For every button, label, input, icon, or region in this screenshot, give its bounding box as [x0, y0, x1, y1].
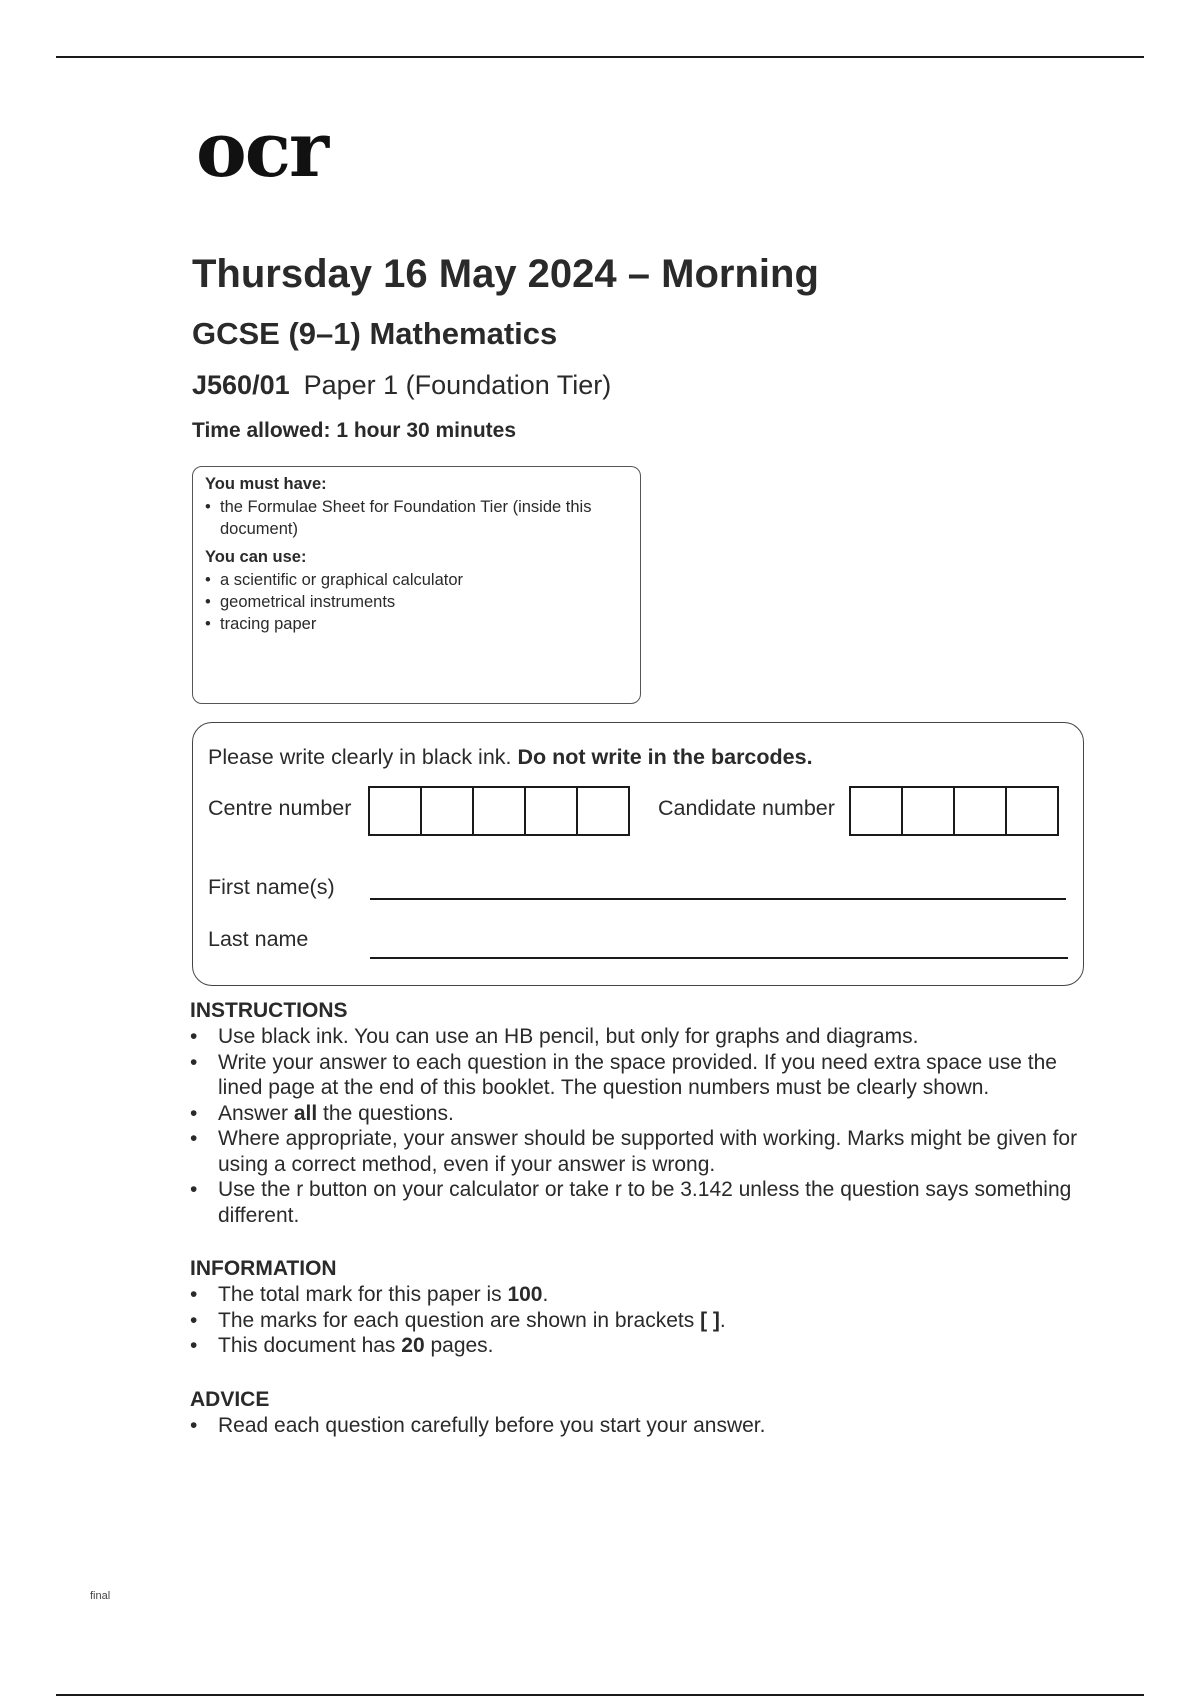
centre-number-cell[interactable]: [368, 786, 422, 836]
instruction-item-text: Answer: [218, 1101, 294, 1125]
information-item-text: 20: [401, 1334, 425, 1357]
information-item: [190, 1333, 1090, 1359]
instructions-heading: INSTRUCTIONS: [190, 999, 348, 1022]
centre-number-cell[interactable]: [576, 786, 630, 836]
instruction-item-text: all: [293, 1101, 318, 1125]
ink-note: [208, 745, 813, 770]
first-name-label: First name(s): [208, 875, 335, 899]
advice-heading: ADVICE: [190, 1388, 270, 1411]
advice-section: [190, 1387, 1090, 1439]
footer-note: final: [90, 1590, 111, 1602]
information-section: [190, 1256, 1090, 1359]
instruction-item-text: Use black ink. You can use an HB pencil, but only for graphs and diagrams.: [218, 1025, 919, 1048]
instruction-item: [190, 1101, 1090, 1127]
can-use-heading: You can use:: [205, 548, 307, 566]
instruction-item-text: Where appropriate, your answer should be supported with working. Marks might be given for using a correct method, even if your answer is wrong.: [218, 1127, 1078, 1176]
ocr-logo: ocr: [196, 105, 328, 194]
last-name-line[interactable]: [370, 957, 1068, 959]
first-name-line[interactable]: [370, 898, 1066, 900]
instructions-section: [190, 998, 1090, 1228]
instruction-item: [190, 1024, 1090, 1050]
instruction-item-text: the questions.: [317, 1101, 454, 1125]
subject-heading: GCSE (9–1) Mathematics: [192, 316, 558, 351]
information-item-text: .: [542, 1283, 549, 1306]
can-use-item: • a scientific or graphical calculator: [205, 569, 628, 591]
information-item-text: 100: [507, 1283, 543, 1306]
candidate-number-cell[interactable]: [953, 786, 1007, 836]
centre-number-label: Centre number: [208, 796, 352, 820]
information-item-text: The total mark for this paper is: [218, 1283, 508, 1306]
instruction-item: [190, 1050, 1090, 1101]
candidate-number-cell[interactable]: [901, 786, 955, 836]
barcode-warning: Do not write in the barcodes.: [517, 745, 813, 769]
instruction-item: [190, 1177, 1090, 1228]
information-heading: INFORMATION: [190, 1257, 337, 1280]
centre-number-cell[interactable]: [420, 786, 474, 836]
equipment-box: [192, 466, 641, 704]
candidate-number-boxes[interactable]: [849, 786, 1059, 836]
advice-item: [190, 1413, 1090, 1439]
can-use-item: • geometrical instruments: [205, 591, 628, 613]
ink-note-text: Please write clearly in black ink.: [208, 745, 518, 769]
centre-number-boxes[interactable]: [368, 786, 630, 836]
information-item-text: [ ]: [700, 1308, 720, 1332]
information-item: [190, 1308, 1090, 1334]
information-item-text: pages.: [424, 1334, 494, 1357]
can-use-list: [205, 569, 628, 635]
instructions-list: [190, 1024, 1090, 1228]
centre-number-cell[interactable]: [524, 786, 578, 836]
must-have-list: [205, 496, 628, 540]
candidate-number-cell[interactable]: [1005, 786, 1059, 836]
can-use-item: • tracing paper: [205, 613, 628, 635]
candidate-number-label: Candidate number: [658, 796, 835, 820]
instruction-item: [190, 1126, 1090, 1177]
bottom-rule: [56, 1694, 1144, 1696]
must-have-heading: You must have:: [205, 475, 327, 493]
candidate-number-cell[interactable]: [849, 786, 903, 836]
must-have-item: • the Formulae Sheet for Foundation Tier (inside this document): [205, 496, 628, 540]
information-item: [190, 1282, 1090, 1308]
top-rule: [56, 56, 1144, 58]
paper-line: [192, 372, 611, 399]
advice-item-text: Read each question carefully before you start your answer.: [218, 1414, 766, 1437]
last-name-label: Last name: [208, 927, 309, 951]
information-item-text: .: [719, 1308, 726, 1332]
information-item-text: The marks for each question are shown in brackets: [218, 1308, 701, 1332]
time-allowed: Time allowed: 1 hour 30 minutes: [192, 419, 517, 442]
instruction-item-text: Use the r button on your calculator or take r to be 3.142 unless the question says something different.: [218, 1178, 1072, 1227]
information-item-text: This document has: [218, 1334, 402, 1357]
paper-code: J560/01: [192, 370, 290, 400]
information-list: [190, 1282, 1090, 1359]
advice-list: [190, 1413, 1090, 1439]
paper-title: Paper 1 (Foundation Tier): [303, 370, 612, 400]
centre-number-cell[interactable]: [472, 786, 526, 836]
instruction-item-text: Write your answer to each question in the space provided. If you need extra space use the lined page at the end of this booklet. The question numbers must be clearly shown.: [218, 1050, 1057, 1099]
candidate-details-box: [192, 722, 1084, 986]
exam-date-heading: Thursday 16 May 2024 – Morning: [192, 252, 819, 296]
